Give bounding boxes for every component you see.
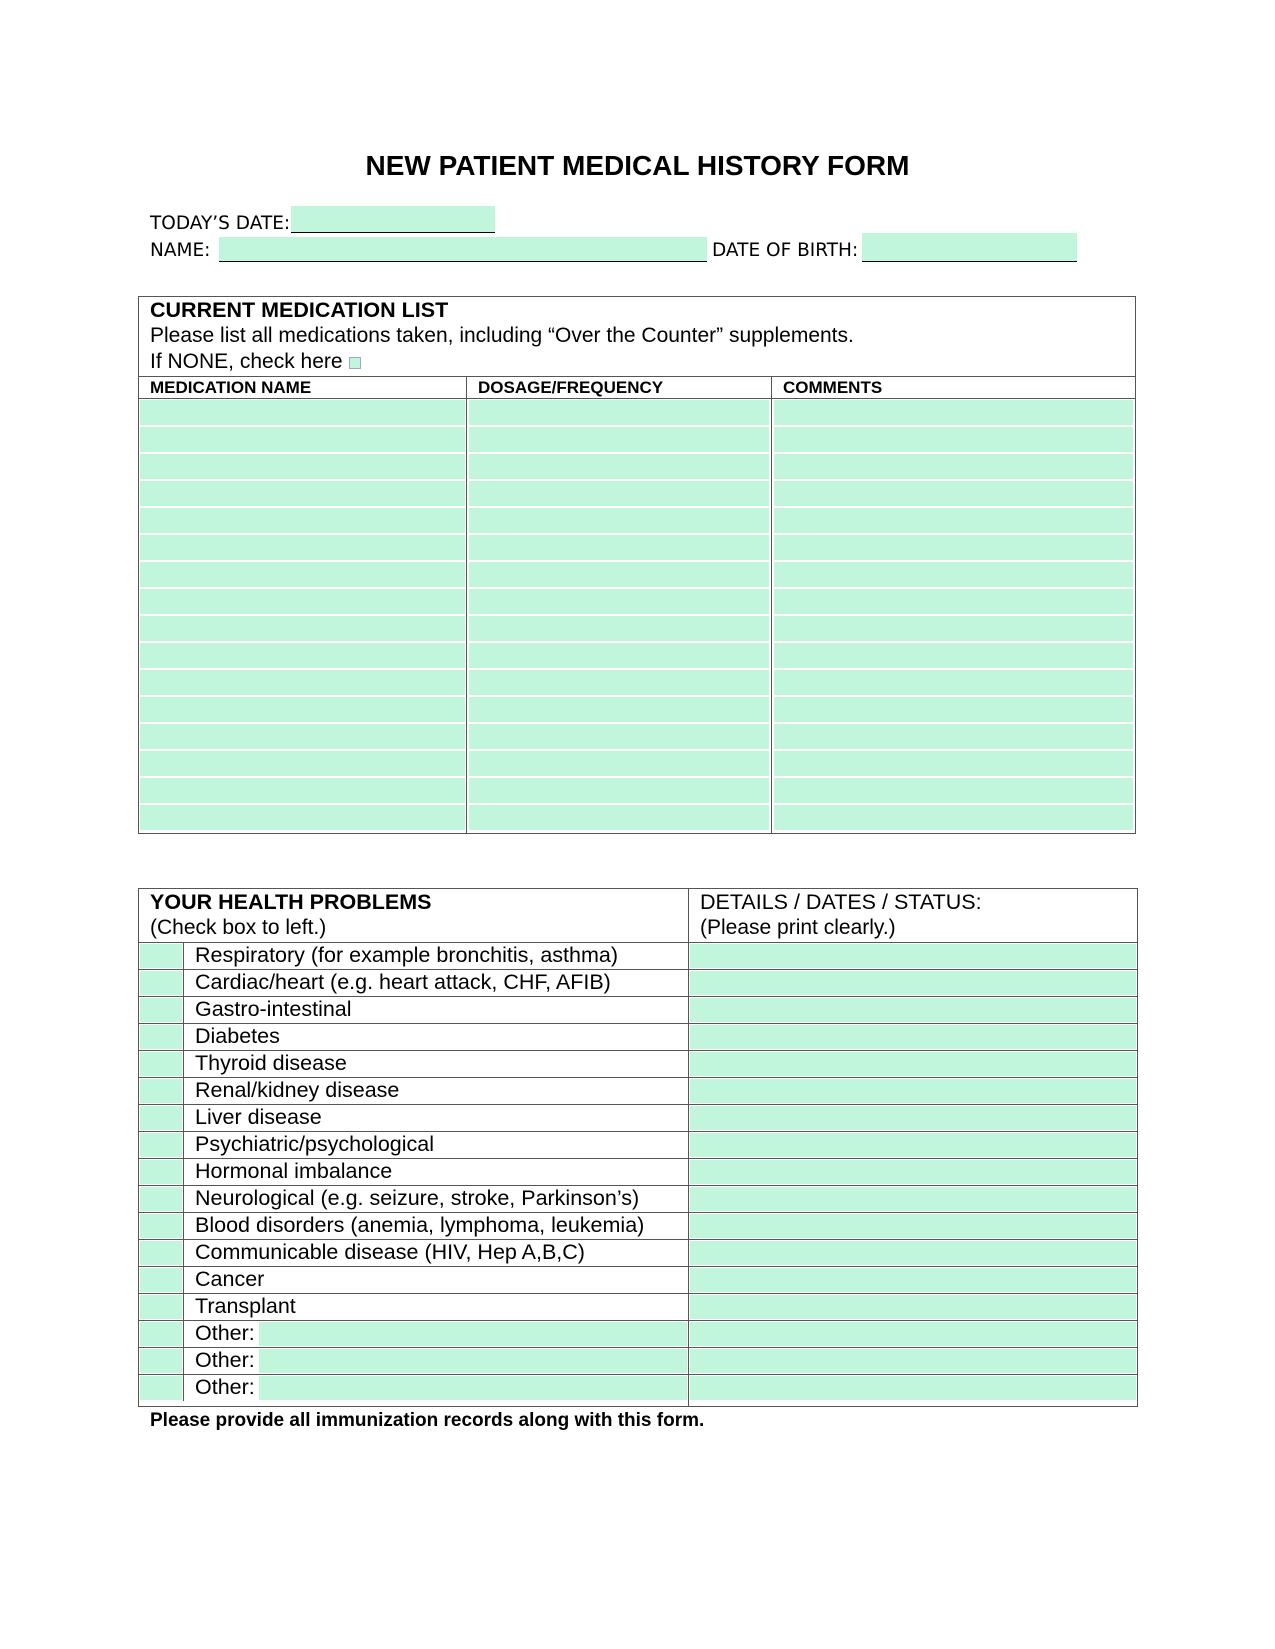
health-problem-row bbox=[139, 1347, 1137, 1374]
health-problem-label: Liver disease bbox=[195, 1105, 322, 1129]
medication-row bbox=[139, 453, 1135, 480]
health-problem-row bbox=[139, 1185, 1137, 1212]
health-problem-checkbox[interactable] bbox=[140, 1106, 182, 1130]
checkbox-divider bbox=[183, 1051, 184, 1077]
dosage-frequency-field[interactable] bbox=[469, 589, 769, 614]
health-problems-subtitle: (Check box to left.) bbox=[150, 916, 327, 939]
medication-row bbox=[139, 507, 1135, 534]
dosage-frequency-field[interactable] bbox=[469, 778, 769, 803]
todays-date-underline bbox=[291, 232, 495, 233]
health-problem-label: Other: bbox=[195, 1375, 255, 1399]
medication-row bbox=[139, 723, 1135, 750]
health-problem-checkbox[interactable] bbox=[140, 1349, 182, 1373]
medication-row bbox=[139, 588, 1135, 615]
health-problem-checkbox[interactable] bbox=[140, 1025, 182, 1049]
checkbox-divider bbox=[183, 1321, 184, 1347]
checkbox-divider bbox=[183, 1267, 184, 1293]
medication-header bbox=[139, 297, 1135, 377]
health-problem-label: Thyroid disease bbox=[195, 1051, 347, 1075]
health-problem-row bbox=[139, 1104, 1137, 1131]
dosage-frequency-field[interactable] bbox=[469, 400, 769, 425]
medication-name-field[interactable] bbox=[140, 670, 465, 695]
column-header-dosage-frequency: DOSAGE/FREQUENCY bbox=[467, 377, 772, 399]
health-problem-details-field[interactable] bbox=[690, 971, 1136, 995]
medication-row bbox=[139, 480, 1135, 507]
health-problem-label: Diabetes bbox=[195, 1024, 280, 1048]
health-problem-row bbox=[139, 1212, 1137, 1239]
other-condition-field[interactable] bbox=[259, 1322, 687, 1346]
medication-row bbox=[139, 804, 1135, 831]
medication-name-field[interactable] bbox=[140, 751, 465, 776]
footer-note: Please provide all immunization records along with this form. bbox=[150, 1410, 705, 1431]
dosage-frequency-field[interactable] bbox=[469, 481, 769, 506]
health-problem-checkbox[interactable] bbox=[140, 1052, 182, 1076]
health-problem-details-field[interactable] bbox=[690, 1079, 1136, 1103]
health-problem-checkbox[interactable] bbox=[140, 1295, 182, 1319]
comments-field[interactable] bbox=[774, 589, 1133, 614]
medication-title: CURRENT MEDICATION LIST bbox=[150, 298, 449, 322]
medication-name-field[interactable] bbox=[140, 778, 465, 803]
medication-row bbox=[139, 426, 1135, 453]
checkbox-divider bbox=[183, 1240, 184, 1266]
health-problem-details-field[interactable] bbox=[690, 1106, 1136, 1130]
health-problem-row bbox=[139, 1374, 1137, 1401]
health-problem-label: Respiratory (for example bronchitis, asthma) bbox=[195, 943, 618, 967]
other-condition-field[interactable] bbox=[259, 1376, 687, 1400]
comments-field[interactable] bbox=[774, 508, 1133, 533]
dob-field[interactable] bbox=[862, 233, 1077, 262]
dosage-frequency-field[interactable] bbox=[469, 562, 769, 587]
comments-field[interactable] bbox=[774, 616, 1133, 641]
health-problem-checkbox[interactable] bbox=[140, 1376, 182, 1400]
checkbox-divider bbox=[183, 1294, 184, 1320]
health-problem-details-field[interactable] bbox=[690, 1025, 1136, 1049]
name-underline bbox=[219, 261, 707, 262]
comments-field[interactable] bbox=[774, 697, 1133, 722]
health-problem-details-field[interactable] bbox=[690, 1241, 1136, 1265]
health-problem-row bbox=[139, 969, 1137, 996]
health-problem-details-field[interactable] bbox=[690, 1214, 1136, 1238]
health-problem-checkbox[interactable] bbox=[140, 1187, 182, 1211]
health-problem-label: Renal/kidney disease bbox=[195, 1078, 400, 1102]
health-problem-row bbox=[139, 1050, 1137, 1077]
checkbox-divider bbox=[183, 943, 184, 969]
form-title: NEW PATIENT MEDICAL HISTORY FORM bbox=[365, 150, 910, 181]
health-problem-details-field[interactable] bbox=[690, 1295, 1136, 1319]
health-problem-label: Hormonal imbalance bbox=[195, 1159, 393, 1183]
dosage-frequency-field[interactable] bbox=[469, 751, 769, 776]
dosage-frequency-field[interactable] bbox=[469, 427, 769, 452]
dosage-frequency-field[interactable] bbox=[469, 643, 769, 668]
health-problem-row bbox=[139, 942, 1137, 969]
health-problem-row bbox=[139, 1077, 1137, 1104]
health-problem-details-field[interactable] bbox=[690, 1322, 1136, 1346]
comments-field[interactable] bbox=[774, 427, 1133, 452]
medication-row bbox=[139, 750, 1135, 777]
comments-field[interactable] bbox=[774, 400, 1133, 425]
column-header-medication-name: MEDICATION NAME bbox=[139, 377, 467, 399]
health-problem-row bbox=[139, 1239, 1137, 1266]
medication-row bbox=[139, 534, 1135, 561]
checkbox-divider bbox=[183, 1159, 184, 1185]
medication-name-field[interactable] bbox=[140, 724, 465, 749]
health-problem-details-field[interactable] bbox=[690, 1160, 1136, 1184]
checkbox-divider bbox=[183, 970, 184, 996]
medication-name-field[interactable] bbox=[140, 508, 465, 533]
health-problem-checkbox[interactable] bbox=[140, 1241, 182, 1265]
health-problem-checkbox[interactable] bbox=[140, 971, 182, 995]
health-problem-label: Blood disorders (anemia, lymphoma, leukemia) bbox=[195, 1213, 645, 1237]
medication-row bbox=[139, 642, 1135, 669]
medication-name-field[interactable] bbox=[140, 481, 465, 506]
checkbox-divider bbox=[183, 1105, 184, 1131]
health-problem-details-field[interactable] bbox=[690, 1268, 1136, 1292]
medication-name-field[interactable] bbox=[140, 454, 465, 479]
health-problem-checkbox[interactable] bbox=[140, 1133, 182, 1157]
health-problem-details-field[interactable] bbox=[690, 1187, 1136, 1211]
medication-name-field[interactable] bbox=[140, 562, 465, 587]
comments-field[interactable] bbox=[774, 751, 1133, 776]
checkbox-divider bbox=[183, 1024, 184, 1050]
none-line bbox=[150, 350, 361, 374]
health-problem-checkbox[interactable] bbox=[140, 1322, 182, 1346]
health-problems-table bbox=[138, 888, 1138, 1407]
comments-field[interactable] bbox=[774, 805, 1133, 830]
health-problem-row bbox=[139, 1023, 1137, 1050]
comments-field[interactable] bbox=[774, 724, 1133, 749]
dob-label: DATE OF BIRTH: bbox=[712, 240, 859, 261]
checkbox-divider bbox=[183, 1078, 184, 1104]
dosage-frequency-field[interactable] bbox=[469, 724, 769, 749]
health-problem-label: Communicable disease (HIV, Hep A,B,C) bbox=[195, 1240, 585, 1264]
health-problem-details-field[interactable] bbox=[690, 1133, 1136, 1157]
medication-name-field[interactable] bbox=[140, 427, 465, 452]
health-problem-label: Other: bbox=[195, 1321, 255, 1345]
medication-row bbox=[139, 777, 1135, 804]
health-problem-label: Other: bbox=[195, 1348, 255, 1372]
health-problem-label: Neurological (e.g. seizure, stroke, Parkinson’s) bbox=[195, 1186, 640, 1210]
medication-name-field[interactable] bbox=[140, 805, 465, 830]
health-problem-checkbox[interactable] bbox=[140, 1079, 182, 1103]
medication-name-field[interactable] bbox=[140, 400, 465, 425]
dob-underline bbox=[862, 261, 1077, 262]
checkbox-divider bbox=[183, 1132, 184, 1158]
other-condition-field[interactable] bbox=[259, 1349, 687, 1373]
comments-field[interactable] bbox=[774, 562, 1133, 587]
comments-field[interactable] bbox=[774, 778, 1133, 803]
checkbox-divider bbox=[183, 1375, 184, 1401]
dosage-frequency-field[interactable] bbox=[469, 535, 769, 560]
medication-name-field[interactable] bbox=[140, 643, 465, 668]
comments-field[interactable] bbox=[774, 454, 1133, 479]
medication-table bbox=[138, 296, 1136, 834]
none-label: If NONE, check here bbox=[150, 350, 343, 373]
medication-row bbox=[139, 615, 1135, 642]
health-problem-row bbox=[139, 1320, 1137, 1347]
medication-row bbox=[139, 399, 1135, 426]
dosage-frequency-field[interactable] bbox=[469, 670, 769, 695]
medication-name-field[interactable] bbox=[140, 697, 465, 722]
medication-row bbox=[139, 561, 1135, 588]
health-problem-label: Cancer bbox=[195, 1267, 265, 1291]
dosage-frequency-field[interactable] bbox=[469, 616, 769, 641]
health-problem-details-field[interactable] bbox=[690, 998, 1136, 1022]
medication-instructions: Please list all medications taken, including “Over the Counter” supplements. bbox=[150, 324, 854, 347]
details-title: DETAILS / DATES / STATUS: bbox=[700, 890, 982, 914]
dosage-frequency-field[interactable] bbox=[469, 454, 769, 479]
checkbox-divider bbox=[183, 1186, 184, 1212]
health-problem-details-field[interactable] bbox=[690, 1376, 1136, 1400]
details-subtitle: (Please print clearly.) bbox=[700, 916, 896, 939]
health-problem-details-field[interactable] bbox=[690, 1052, 1136, 1076]
name-label: NAME: bbox=[150, 240, 211, 261]
medication-row bbox=[139, 696, 1135, 723]
health-problem-row bbox=[139, 1131, 1137, 1158]
checkbox-divider bbox=[183, 997, 184, 1023]
health-problem-row bbox=[139, 1266, 1137, 1293]
medication-row bbox=[139, 669, 1135, 696]
health-problem-row bbox=[139, 996, 1137, 1023]
comments-field[interactable] bbox=[774, 481, 1133, 506]
comments-field[interactable] bbox=[774, 670, 1133, 695]
health-problem-row bbox=[139, 1293, 1137, 1320]
comments-field[interactable] bbox=[774, 535, 1133, 560]
todays-date-label: TODAY’S DATE: bbox=[150, 213, 291, 234]
health-problem-checkbox[interactable] bbox=[140, 1214, 182, 1238]
dosage-frequency-field[interactable] bbox=[469, 508, 769, 533]
checkbox-divider bbox=[183, 1348, 184, 1374]
health-problem-label: Transplant bbox=[195, 1294, 296, 1318]
health-problems-title: YOUR HEALTH PROBLEMS bbox=[150, 890, 432, 914]
health-problem-details-field[interactable] bbox=[690, 944, 1136, 968]
health-problem-checkbox[interactable] bbox=[140, 1268, 182, 1292]
health-problem-checkbox[interactable] bbox=[140, 944, 182, 968]
checkbox-divider bbox=[183, 1213, 184, 1239]
comments-field[interactable] bbox=[774, 643, 1133, 668]
medication-name-field[interactable] bbox=[140, 589, 465, 614]
health-problem-label: Gastro-intestinal bbox=[195, 997, 352, 1021]
todays-date-field[interactable] bbox=[291, 206, 495, 233]
medication-name-field[interactable] bbox=[140, 535, 465, 560]
health-problem-row bbox=[139, 1158, 1137, 1185]
none-checkbox[interactable] bbox=[349, 357, 361, 369]
health-problem-checkbox[interactable] bbox=[140, 1160, 182, 1184]
dosage-frequency-field[interactable] bbox=[469, 697, 769, 722]
medication-name-field[interactable] bbox=[140, 616, 465, 641]
health-problem-label: Psychiatric/psychological bbox=[195, 1132, 434, 1156]
health-problem-details-field[interactable] bbox=[690, 1349, 1136, 1373]
column-header-comments: COMMENTS bbox=[772, 377, 1135, 399]
health-problem-label: Cardiac/heart (e.g. heart attack, CHF, AFIB) bbox=[195, 970, 611, 994]
dosage-frequency-field[interactable] bbox=[469, 805, 769, 830]
health-problem-checkbox[interactable] bbox=[140, 998, 182, 1022]
name-field[interactable] bbox=[219, 237, 707, 262]
